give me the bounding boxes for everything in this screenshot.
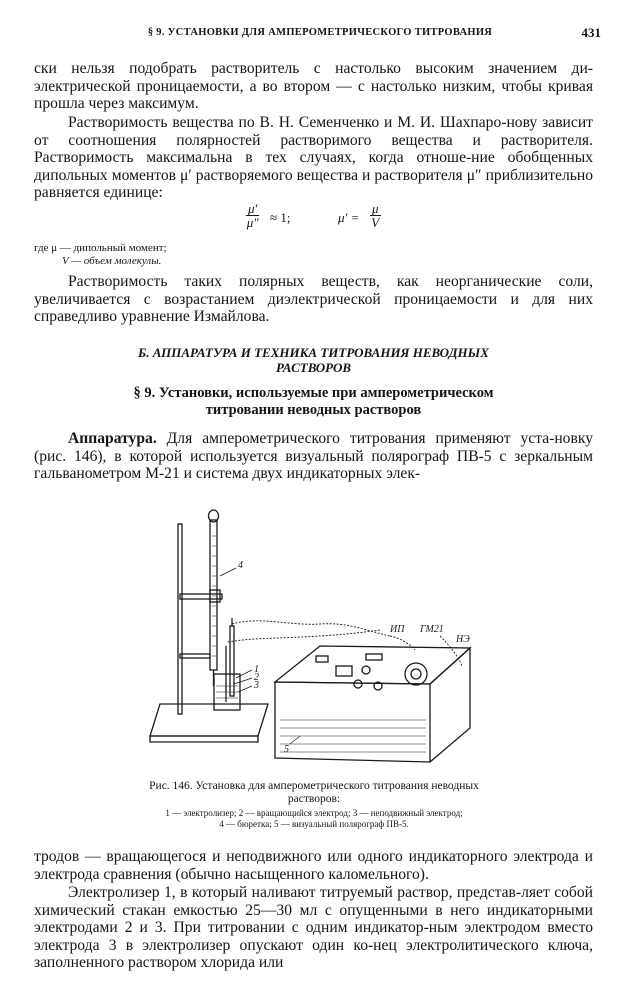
burette: [210, 520, 217, 670]
paragraph-4-text: Для амперометрического титрования применяют уста-новку (рис. 146), в которой используется визуальный полярограф ПВ-5 с зеркальным гальванометром М-21 и система двух индикаторных элек-: [34, 430, 593, 483]
section-9-line-1: § 9. Установки, используемые при амперометрическом: [133, 385, 494, 401]
formula-f2-numerator: μ: [372, 201, 379, 216]
caption-line-1: Рис. 146. Установка для амперометрического титрования неводных: [149, 780, 479, 792]
electrode-clamp: [180, 654, 210, 658]
paragraph-3: Растворимость таких полярных веществ, как неорганические соли, увеличивается с возрастанием диэлектрической проницаемости и для них справедливо уравнение Измайлова.: [34, 273, 593, 326]
formula-f2-lhs: μ′ =: [338, 210, 360, 225]
formula-fraction-2: [370, 202, 381, 230]
polarograph-front-lines: [280, 720, 426, 752]
where-line-1: где μ — дипольный момент;: [34, 242, 167, 254]
legend-line-2: 4 — бюретка; 5 — визуальный полярограф ПВ-5.: [219, 819, 409, 829]
stand-base-edge: [150, 736, 258, 742]
paragraph-5: тродов — вращающегося и неподвижного или одного индикаторного электрода и электрода сравнения (обычно насыщенного каломельного).: [34, 848, 593, 883]
polarograph-side: [430, 648, 470, 762]
formula: [246, 202, 446, 236]
section-b-title: [34, 345, 593, 375]
formula-f1-denominator: μ″: [246, 215, 259, 230]
page-number: 431: [581, 25, 601, 40]
polarograph-dial: [405, 663, 427, 685]
label-4: 4: [238, 560, 243, 571]
rotating-electrode: [230, 626, 234, 696]
polarograph-dial-center: [411, 669, 421, 679]
figure-legend: [64, 808, 564, 830]
figure-caption: [64, 780, 564, 806]
polarograph-window: [336, 666, 352, 676]
label-ne: НЭ: [456, 634, 470, 645]
stand-base: [150, 704, 268, 736]
paragraph-4: [34, 430, 593, 483]
section-b-line-2: РАСТВОРОВ: [275, 360, 352, 375]
running-header: § 9. УСТАНОВКИ ДЛЯ АМПЕРОМЕТРИЧЕСКОГО ТИТРОВАНИЯ: [147, 27, 493, 38]
caption-line-2: растворов:: [287, 793, 341, 805]
label-gm21: ГМ21: [420, 624, 444, 635]
beaker-solution: [216, 686, 238, 704]
paragraph-6: Электролизер 1, в который наливают титруемый раствор, представ-ляет собой химический стакан емкостью 25—30 мл с опущенными в него индикаторными электродами 2 и 3. При титровании с одним индикатор-ным электродом вместо электрода 3 в электролизер опускают один ко-нец электролитического ключа, заполненного раствором хлорида или: [34, 884, 593, 972]
where-line-2: V — объем молекулы.: [62, 255, 162, 267]
legend-line-1: 1 — электролизер; 2 — вращающийся электрод; 3 — неподвижный электрод;: [165, 808, 463, 818]
paragraph-1: ски нельзя подобрать растворитель с настолько высоким значением ди-электрической проницаемости, а во втором — с настолько низким, чтобы кривая прошла через максимум.: [34, 60, 593, 113]
section-b-line-1: Б. АППАРАТУРА И ТЕХНИКА ТИТРОВАНИЯ НЕВОДНЫХ: [138, 345, 489, 360]
section-9-line-2: титровании неводных растворов: [205, 402, 422, 418]
polarograph-top: [275, 646, 470, 684]
formula-f2-denominator: V: [371, 215, 380, 230]
paragraph-2: Растворимость вещества по В. Н. Семенченко и М. И. Шахпаро-нову зависит от соотношения полярностей растворимого вещества и растворителя. Растворимость максимальна в тех случаях, когда отноше-ние обобщенных дипольных моментов μ′ растворяемого вещества и растворителя μ″ приблизительно равняется единице:: [34, 114, 593, 202]
label-5: 5: [284, 744, 289, 755]
polarograph-switch: [316, 656, 328, 662]
polarograph-switch-2: [366, 654, 382, 660]
burette-clamp: [180, 594, 222, 599]
label-2: 2: [254, 672, 259, 683]
burette-scale: [212, 536, 216, 656]
formula-f1-numerator: μ′: [248, 201, 258, 216]
polarograph-knob-1: [362, 666, 370, 674]
formula-fraction-1: [246, 202, 259, 230]
stand-rod: [178, 524, 182, 714]
cable-3: [390, 636, 415, 650]
polarograph-knob-2: [354, 680, 362, 688]
paragraph-4-lead: Аппаратура.: [68, 430, 157, 447]
section-9-title: [34, 385, 593, 419]
label-1: 1: [254, 664, 259, 675]
apparatus-figure: [140, 506, 490, 771]
label-ip: ИП: [390, 624, 405, 635]
cable-1: [232, 621, 390, 636]
label-3: 3: [254, 680, 259, 691]
formula-f1-rest: ≈ 1;: [270, 210, 291, 225]
polarograph-front: [275, 682, 430, 762]
cable-2: [228, 630, 380, 642]
